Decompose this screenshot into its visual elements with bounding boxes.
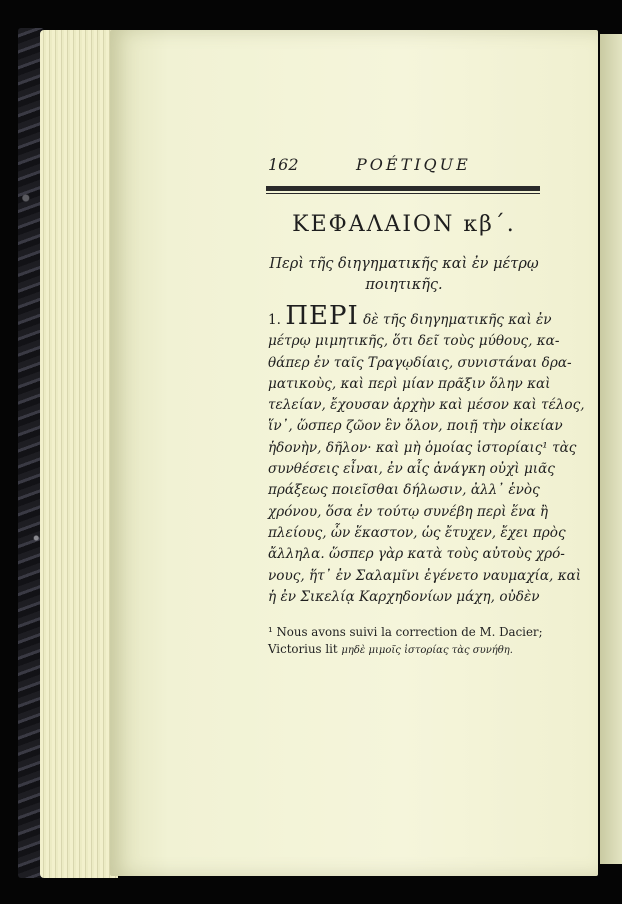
running-head: POÉTIQUE (356, 155, 471, 174)
text-line: νους, ἥτ᾽ ἐν Σαλαμῖνι ἐγένετο ναυμαχία, καὶ (268, 567, 582, 584)
text-line: θάπερ ἐν ταῖς Τραγῳδίαις, συνιστάναι δρα- (268, 354, 572, 371)
page-edges (40, 30, 118, 878)
text-line: πράξεως ποιεῖσθαι δήλωσιν, ἀλλ᾽ ἑνὸς (268, 482, 540, 499)
text-line: ἵν᾽, ὥσπερ ζῶον ἓν ὅλον, ποιῇ τὴν οἰκείαν (268, 418, 563, 435)
text-line-content: δὲ τῆς διηγηματικῆς καὶ ἐν (363, 312, 552, 328)
text-line: χρόνου, ὅσα ἐν τούτῳ συνέβη περὶ ἕνα ἢ (268, 503, 549, 520)
text-line: τελείαν, ἔχουσαν ἀρχὴν καὶ μέσον καὶ τέλος, (268, 397, 585, 414)
header-rule-thin (266, 193, 540, 194)
text-line: πλείους, ὧν ἕκαστον, ὡς ἔτυχεν, ἔχει πρὸς (268, 524, 566, 541)
text-line: ἡδονὴν, δῆλον· καὶ μὴ ὁμοίας ἱστορίαις¹ τὰς (268, 439, 577, 456)
text-line: ἄλληλα. ὥσπερ γὰρ κατὰ τοὺς αὐτοὺς χρό- (268, 546, 565, 563)
footnote-text: Victorius lit (268, 642, 338, 656)
page-header (268, 155, 540, 179)
text-line (268, 301, 552, 331)
footnote-greek: μηδὲ μιμοῖς ἱστορίας τὰς συνήθη. (341, 645, 513, 656)
chapter-title: ΚΕΦΑΛΑΙΟΝ κβ΄. (292, 212, 516, 237)
footnote-line (268, 641, 568, 659)
chapter-subtitle (268, 254, 540, 296)
footnote-line: ¹ Nous avons suivi la correction de M. Dacier; (268, 625, 543, 639)
initial-word: ΠΕΡΙ (285, 301, 359, 331)
body-text (268, 301, 585, 608)
page-number: 162 (268, 155, 299, 174)
subtitle-line: ποιητικῆς. (365, 277, 443, 293)
facing-page-edge (600, 34, 622, 864)
text-line: μέτρῳ μιμητικῆς, ὅτι δεῖ τοὺς μύθους, κα- (268, 333, 560, 350)
paragraph-number: 1. (268, 312, 281, 328)
text-line: ἡ ἐν Σικελίᾳ Καρχηδονίων μάχη, οὐδὲν (268, 588, 540, 605)
header-rule (266, 186, 540, 191)
footnote (268, 624, 568, 659)
subtitle-line: Περὶ τῆς διηγηματικῆς καὶ ἐν μέτρῳ (269, 256, 539, 272)
text-line: συνθέσεις εἶναι, ἐν αἷς ἀνάγκη οὐχὶ μιᾶς (268, 461, 555, 478)
text-line: ματικοὺς, καὶ περὶ μίαν πρᾶξιν ὅλην καὶ (268, 375, 551, 392)
